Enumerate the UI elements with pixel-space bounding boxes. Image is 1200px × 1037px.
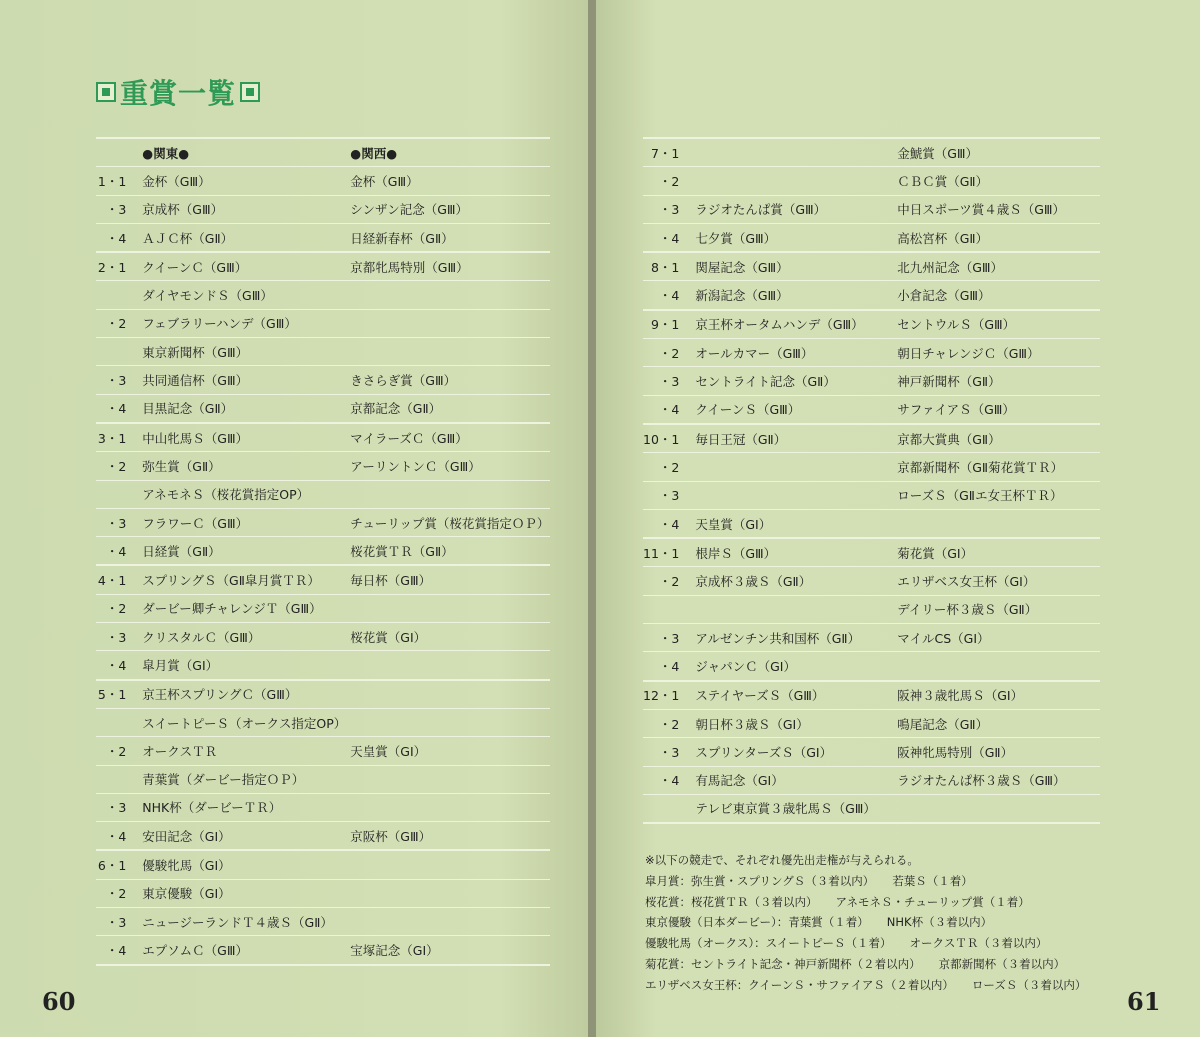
kanto-race-cell: 七夕賞（GⅢ） — [689, 223, 893, 252]
kansai-race-cell — [893, 509, 1100, 538]
page-title — [96, 72, 260, 112]
table-row — [643, 567, 1100, 595]
kanto-race-cell: 根岸Ｓ（GⅢ） — [689, 538, 893, 567]
kansai-race-cell: 京都大賞典（GⅡ） — [893, 424, 1100, 453]
date-cell: ・4 — [96, 223, 136, 252]
note-item — [645, 871, 1086, 892]
kanto-race-cell: ジャパンＣ（GⅠ） — [689, 652, 893, 681]
kansai-race-cell — [346, 651, 550, 680]
kansai-race-cell: ローズＳ（GⅡエ女王杯ＴＲ） — [893, 481, 1100, 509]
table-row — [643, 453, 1100, 481]
date-cell: ・3 — [643, 195, 689, 223]
kanto-race-cell: 金杯（GⅢ） — [136, 167, 346, 195]
table-row — [96, 452, 550, 480]
kansai-race-cell: セントウルＳ（GⅢ） — [893, 310, 1100, 339]
kansai-race-cell: 日経新春杯（GⅡ） — [346, 223, 550, 252]
note-main: エリザベス女王杯：クイーンＳ・サファイアＳ（２着以内） — [645, 977, 954, 992]
kanto-race-cell: フェブラリーハンデ（GⅢ） — [136, 309, 346, 337]
date-header — [96, 138, 136, 167]
note-extra: NHK杯（３着以内） — [886, 915, 993, 930]
kanto-race-cell: 共同通信杯（GⅢ） — [136, 366, 346, 394]
table-row — [96, 850, 550, 879]
table-row — [643, 310, 1100, 339]
date-cell: ・4 — [96, 651, 136, 680]
kanto-race-cell: ラジオたんぱ賞（GⅢ） — [689, 195, 893, 223]
table-row — [643, 509, 1100, 538]
date-cell — [96, 765, 136, 793]
table-row — [96, 623, 550, 651]
kanto-race-cell: 東京優駿（GⅠ） — [136, 879, 346, 907]
date-cell: 3・1 — [96, 423, 136, 452]
kansai-header: ●関西● — [346, 138, 550, 167]
date-cell: 4・1 — [96, 565, 136, 594]
table-row — [96, 680, 550, 709]
kanto-race-cell: ステイヤーズＳ（GⅢ） — [689, 681, 893, 710]
kansai-race-cell — [346, 594, 550, 622]
priority-notes — [645, 850, 1086, 996]
date-cell: ・4 — [643, 652, 689, 681]
kansai-race-cell — [893, 652, 1100, 681]
kansai-race-cell — [346, 281, 550, 309]
table-row — [96, 167, 550, 195]
page-number-right: 61 — [1127, 987, 1161, 1016]
table-row — [643, 794, 1100, 823]
date-cell: ・2 — [96, 309, 136, 337]
date-cell: 2・1 — [96, 252, 136, 281]
table-row — [96, 223, 550, 252]
kansai-race-cell — [346, 765, 550, 793]
date-cell: 11・1 — [643, 538, 689, 567]
kanto-race-cell: スプリングＳ（GⅡ皐月賞ＴＲ） — [136, 565, 346, 594]
kansai-race-cell — [346, 309, 550, 337]
kansai-race-cell: ラジオたんぱ杯３歳Ｓ（GⅢ） — [893, 766, 1100, 794]
note-item — [645, 892, 1086, 913]
kansai-race-cell — [893, 794, 1100, 823]
date-cell: ・2 — [96, 452, 136, 480]
kanto-race-cell: セントライト記念（GⅡ） — [689, 367, 893, 395]
table-row — [643, 252, 1100, 281]
kansai-race-cell: マイルCS（GⅠ） — [893, 624, 1100, 652]
page-title-text: 重賞一覧 — [120, 77, 237, 110]
kansai-race-cell: デイリー杯３歳Ｓ（GⅡ） — [893, 595, 1100, 623]
kanto-race-cell: スイートピーＳ（オークス指定OP） — [136, 708, 346, 736]
table-row — [96, 252, 550, 281]
note-extra: オークスＴＲ（３着以内） — [909, 936, 1048, 951]
kansai-race-cell — [346, 480, 550, 508]
date-cell: ・4 — [96, 936, 136, 965]
kanto-race-cell: 優駿牝馬（GⅠ） — [136, 850, 346, 879]
table-row — [643, 538, 1100, 567]
kanto-race-cell — [689, 453, 893, 481]
date-cell: ・4 — [643, 509, 689, 538]
table-row — [96, 394, 550, 423]
date-cell: ・3 — [643, 738, 689, 766]
note-item — [645, 933, 1086, 954]
kanto-race-cell: 天皇賞（GⅠ） — [689, 509, 893, 538]
table-row — [96, 765, 550, 793]
table-row — [96, 281, 550, 309]
kanto-race-cell — [689, 595, 893, 623]
note-extra: 若葉Ｓ（１着） — [892, 873, 973, 888]
note-main: 桜花賞：桜花賞ＴＲ（３着以内） — [645, 894, 818, 909]
table-row — [96, 537, 550, 566]
kanto-race-cell: 京王杯スプリングＣ（GⅢ） — [136, 680, 346, 709]
note-main: 菊花賞：セントライト記念・神戸新聞杯（２着以内） — [645, 956, 921, 971]
kansai-race-cell: 京都新聞杯（GⅡ菊花賞ＴＲ） — [893, 453, 1100, 481]
kansai-race-cell — [346, 338, 550, 366]
table-row — [96, 565, 550, 594]
kansai-race-cell — [346, 793, 550, 821]
kanto-race-cell: 東京新聞杯（GⅢ） — [136, 338, 346, 366]
table-row — [643, 167, 1100, 195]
kansai-race-cell: サファイアＳ（GⅢ） — [893, 395, 1100, 424]
note-main: 東京優駿（日本ダービー）：青葉賞（１着） — [645, 915, 869, 930]
date-cell: ・4 — [643, 395, 689, 424]
kansai-race-cell: シンザン記念（GⅢ） — [346, 195, 550, 223]
square-bullet-icon — [96, 82, 116, 102]
note-item — [645, 912, 1086, 933]
kansai-race-cell: 高松宮杯（GⅡ） — [893, 223, 1100, 252]
kansai-race-cell — [346, 680, 550, 709]
kansai-race-cell — [346, 708, 550, 736]
kanto-race-cell: クイーンＣ（GⅢ） — [136, 252, 346, 281]
table-row — [96, 737, 550, 765]
date-cell — [96, 281, 136, 309]
table-row — [643, 709, 1100, 737]
kansai-race-cell — [346, 908, 550, 936]
kansai-race-cell: アーリントンＣ（GⅢ） — [346, 452, 550, 480]
kanto-race-cell: 弥生賞（GⅡ） — [136, 452, 346, 480]
table-row — [643, 424, 1100, 453]
date-cell: 5・1 — [96, 680, 136, 709]
date-cell — [96, 480, 136, 508]
kansai-race-cell: 京阪杯（GⅢ） — [346, 822, 550, 851]
kanto-race-cell: 毎日王冠（GⅡ） — [689, 424, 893, 453]
date-cell: ・2 — [643, 167, 689, 195]
date-cell: ・2 — [96, 737, 136, 765]
square-bullet-icon — [240, 82, 260, 102]
kansai-race-cell: マイラーズＣ（GⅢ） — [346, 423, 550, 452]
date-cell: ・2 — [643, 709, 689, 737]
date-cell: ・3 — [643, 367, 689, 395]
kanto-race-cell: 関屋記念（GⅢ） — [689, 252, 893, 281]
date-cell: ・3 — [96, 623, 136, 651]
kansai-race-cell: 中日スポーツ賞４歳Ｓ（GⅢ） — [893, 195, 1100, 223]
date-cell: 12・1 — [643, 681, 689, 710]
date-cell: ・3 — [96, 908, 136, 936]
kansai-race-cell: きさらぎ賞（GⅢ） — [346, 366, 550, 394]
kansai-race-cell: 神戸新聞杯（GⅡ） — [893, 367, 1100, 395]
date-cell: ・4 — [643, 766, 689, 794]
kansai-race-cell — [346, 850, 550, 879]
kansai-race-cell: 毎日杯（GⅢ） — [346, 565, 550, 594]
date-cell — [643, 595, 689, 623]
kanto-race-cell: 朝日杯３歳Ｓ（GⅠ） — [689, 709, 893, 737]
note-extra: アネモネＳ・チューリップ賞（１着） — [835, 894, 1030, 909]
table-row — [96, 338, 550, 366]
table-row — [643, 624, 1100, 652]
note-extra: 京都新聞杯（３着以内） — [938, 956, 1066, 971]
date-cell: ・3 — [643, 481, 689, 509]
kansai-race-cell: 天皇賞（GⅠ） — [346, 737, 550, 765]
kanto-race-cell: エプソムＣ（GⅢ） — [136, 936, 346, 965]
date-cell: 8・1 — [643, 252, 689, 281]
table-row — [643, 595, 1100, 623]
kanto-race-cell — [689, 138, 893, 167]
kanto-race-cell: オールカマー（GⅢ） — [689, 339, 893, 367]
kanto-race-cell: 京王杯オータムハンデ（GⅢ） — [689, 310, 893, 339]
kanto-race-cell: 中山牝馬Ｓ（GⅢ） — [136, 423, 346, 452]
date-cell: ・2 — [96, 594, 136, 622]
kanto-race-cell: ダービー卿チャレンジＴ（GⅢ） — [136, 594, 346, 622]
date-cell: 10・1 — [643, 424, 689, 453]
date-cell — [643, 794, 689, 823]
left-schedule-table — [96, 137, 550, 966]
table-row — [643, 339, 1100, 367]
table-row — [96, 879, 550, 907]
table-row — [643, 652, 1100, 681]
table-row — [96, 423, 550, 452]
kanto-race-cell: テレビ東京賞３歳牝馬Ｓ（GⅢ） — [689, 794, 893, 823]
date-cell: ・4 — [643, 281, 689, 310]
kanto-race-cell: ダイヤモンドＳ（GⅢ） — [136, 281, 346, 309]
kansai-race-cell: 小倉記念（GⅢ） — [893, 281, 1100, 310]
date-cell: ・2 — [643, 339, 689, 367]
kanto-race-cell: NHK杯（ダービーＴＲ） — [136, 793, 346, 821]
kanto-race-cell: 京成杯３歳Ｓ（GⅡ） — [689, 567, 893, 595]
table-row — [96, 508, 550, 536]
right-schedule-table — [643, 137, 1100, 824]
kanto-race-cell: 新潟記念（GⅢ） — [689, 281, 893, 310]
kanto-race-cell: 京成杯（GⅢ） — [136, 195, 346, 223]
date-cell: ・4 — [643, 223, 689, 252]
kansai-race-cell: 金杯（GⅢ） — [346, 167, 550, 195]
kansai-race-cell: 阪神牝馬特別（GⅡ） — [893, 738, 1100, 766]
table-row — [643, 223, 1100, 252]
note-item — [645, 954, 1086, 975]
table-row — [96, 708, 550, 736]
kansai-race-cell: 阪神３歳牝馬Ｓ（GⅠ） — [893, 681, 1100, 710]
kansai-race-cell — [346, 879, 550, 907]
kansai-race-cell: 鳴尾記念（GⅡ） — [893, 709, 1100, 737]
kanto-race-cell: アルゼンチン共和国杯（GⅡ） — [689, 624, 893, 652]
date-cell — [96, 708, 136, 736]
date-cell: ・4 — [96, 537, 136, 566]
table-row — [643, 138, 1100, 167]
kansai-race-cell: 北九州記念（GⅢ） — [893, 252, 1100, 281]
note-item — [645, 975, 1086, 996]
kanto-race-cell: 有馬記念（GⅠ） — [689, 766, 893, 794]
table-row — [96, 195, 550, 223]
table-row — [643, 681, 1100, 710]
kanto-race-cell: アネモネＳ（桜花賞指定OP） — [136, 480, 346, 508]
table-row — [96, 480, 550, 508]
table-row — [643, 766, 1100, 794]
table-row — [96, 793, 550, 821]
note-extra: ローズＳ（３着以内） — [971, 977, 1087, 992]
table-row — [96, 594, 550, 622]
table-row — [96, 651, 550, 680]
kanto-race-cell: クイーンＳ（GⅢ） — [689, 395, 893, 424]
table-row — [96, 309, 550, 337]
date-cell: 9・1 — [643, 310, 689, 339]
kanto-race-cell: 目黒記念（GⅡ） — [136, 394, 346, 423]
date-cell: ・2 — [96, 879, 136, 907]
table-row — [643, 481, 1100, 509]
date-cell: ・2 — [643, 567, 689, 595]
table-row — [96, 366, 550, 394]
kanto-race-cell — [689, 167, 893, 195]
date-cell — [96, 338, 136, 366]
kansai-race-cell: 金鯱賞（GⅢ） — [893, 138, 1100, 167]
kansai-race-cell: 京都記念（GⅡ） — [346, 394, 550, 423]
book-gutter — [588, 0, 596, 1037]
kansai-race-cell: 桜花賞ＴＲ（GⅡ） — [346, 537, 550, 566]
kansai-race-cell: チューリップ賞（桜花賞指定ＯＰ） — [346, 508, 550, 536]
note-main: 優駿牝馬（オークス）：スイートピーＳ（１着） — [645, 936, 892, 951]
date-cell: ・3 — [643, 624, 689, 652]
kanto-race-cell: オークスＴＲ — [136, 737, 346, 765]
kansai-race-cell: ＣＢＣ賞（GⅡ） — [893, 167, 1100, 195]
table-row — [643, 738, 1100, 766]
kansai-race-cell: 菊花賞（GⅠ） — [893, 538, 1100, 567]
date-cell: ・4 — [96, 394, 136, 423]
kanto-race-cell: クリスタルＣ（GⅢ） — [136, 623, 346, 651]
table-row — [96, 822, 550, 851]
table-row — [643, 367, 1100, 395]
kanto-race-cell: ニュージーランドＴ４歳Ｓ（GⅡ） — [136, 908, 346, 936]
date-cell: ・3 — [96, 366, 136, 394]
date-cell: 6・1 — [96, 850, 136, 879]
table-row — [643, 281, 1100, 310]
table-row — [96, 936, 550, 965]
kanto-race-cell: ＡＪＣ杯（GⅡ） — [136, 223, 346, 252]
kanto-race-cell: 皐月賞（GⅠ） — [136, 651, 346, 680]
date-cell: ・4 — [96, 822, 136, 851]
date-cell: 7・1 — [643, 138, 689, 167]
kanto-race-cell: フラワーＣ（GⅢ） — [136, 508, 346, 536]
kanto-race-cell: 青葉賞（ダービー指定ＯＰ） — [136, 765, 346, 793]
note-main: 皐月賞：弥生賞・スプリングＳ（３着以内） — [645, 873, 875, 888]
table-row — [96, 908, 550, 936]
kansai-race-cell: 京都牝馬特別（GⅢ） — [346, 252, 550, 281]
kansai-race-cell: 朝日チャレンジＣ（GⅢ） — [893, 339, 1100, 367]
table-row — [643, 395, 1100, 424]
date-cell: ・3 — [96, 195, 136, 223]
kanto-race-cell: スプリンターズＳ（GⅠ） — [689, 738, 893, 766]
date-cell: 1・1 — [96, 167, 136, 195]
kanto-header: ●関東● — [136, 138, 346, 167]
table-row — [643, 195, 1100, 223]
date-cell: ・2 — [643, 453, 689, 481]
date-cell: ・3 — [96, 793, 136, 821]
kanto-race-cell — [689, 481, 893, 509]
date-cell: ・3 — [96, 508, 136, 536]
kansai-race-cell: 桜花賞（GⅠ） — [346, 623, 550, 651]
table-header-row — [96, 138, 550, 167]
notes-intro: ※以下の競走で、それぞれ優先出走権が与えられる。 — [645, 853, 919, 867]
kansai-race-cell: エリザベス女王杯（GⅠ） — [893, 567, 1100, 595]
kansai-race-cell: 宝塚記念（GⅠ） — [346, 936, 550, 965]
kanto-race-cell: 日経賞（GⅡ） — [136, 537, 346, 566]
page-number-left: 60 — [42, 987, 76, 1016]
kanto-race-cell: 安田記念（GⅠ） — [136, 822, 346, 851]
